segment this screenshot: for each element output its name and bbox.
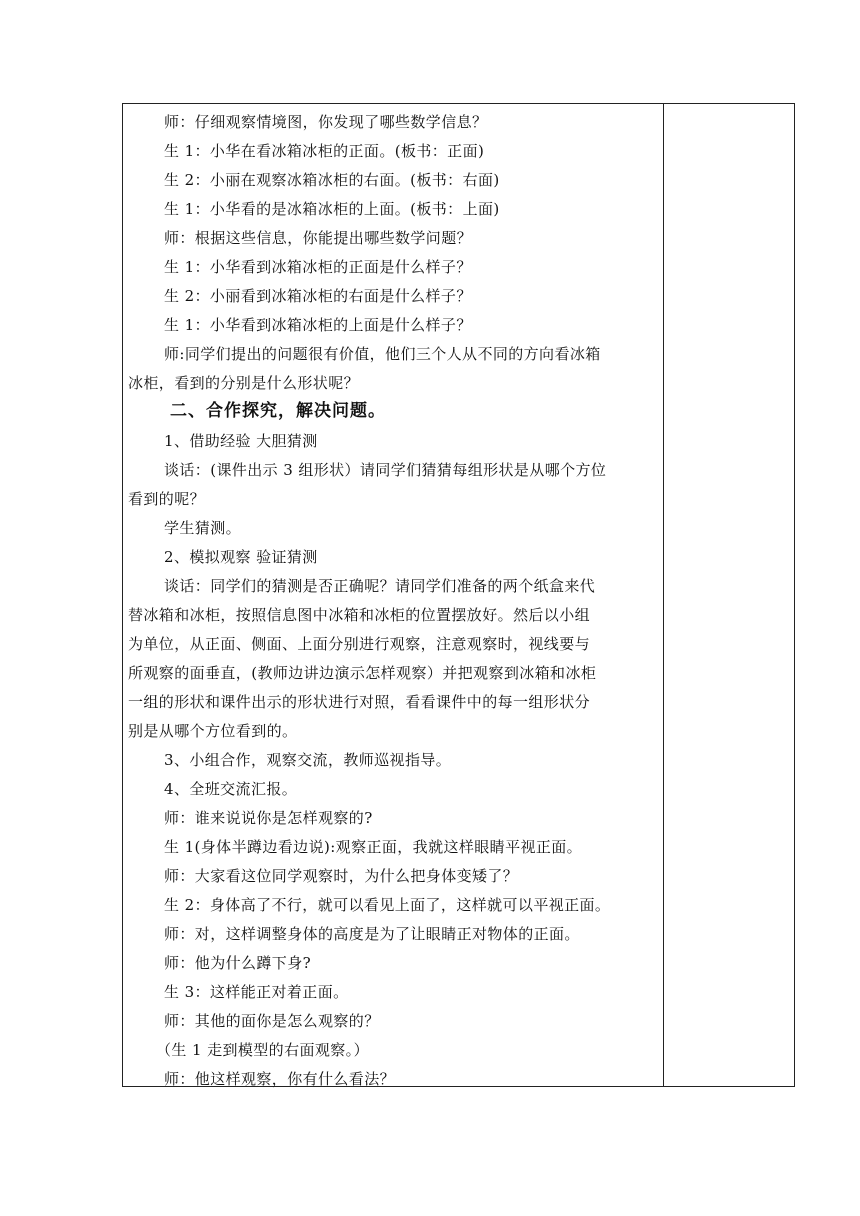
text-line: 为单位，从正面、侧面、上面分别进行观察，注意观察时，视线要与	[128, 635, 591, 653]
text-line: 生 2：身体高了不行，就可以看见上面了，这样就可以平视正面。	[164, 896, 611, 914]
text-line: 师：大家看这位同学观察时，为什么把身体变矮了？	[164, 867, 519, 885]
text-line: 生 2：小丽看到冰箱冰柜的右面是什么样子？	[164, 287, 472, 305]
text-line: 师：其他的面你是怎么观察的？	[164, 1012, 380, 1030]
text-line: 学生猜测。	[164, 519, 242, 537]
text-line: 冰柜，看到的分别是什么形状呢？	[128, 374, 360, 392]
text-line: 师:同学们提出的问题很有价值，他们三个人从不同的方向看冰箱	[164, 345, 601, 363]
text-line: 所观察的面垂直，(教师边讲边演示怎样观察）并把观察到冰箱和冰柜	[128, 664, 597, 682]
section-heading: 二、合作探究，解决问题。	[170, 401, 386, 421]
text-line: 2、模拟观察 验证猜测	[164, 548, 318, 566]
text-line: 生 1：小华在看冰箱冰柜的正面。(板书：正面)	[164, 142, 485, 160]
text-line: 4、全班交流汇报。	[164, 780, 298, 798]
text-line: 生 1(身体半蹲边看边说):观察正面，我就这样眼睛平视正面。	[164, 838, 583, 856]
text-line: 别是从哪个方位看到的。	[128, 722, 298, 740]
text-line: 生 2：小丽在观察冰箱冰柜的右面。(板书：右面)	[164, 171, 500, 189]
text-line: 师：仔细观察情境图，你发现了哪些数学信息？	[164, 113, 488, 131]
text-line: 替冰箱和冰柜，按照信息图中冰箱和冰柜的位置摆放好。然后以小组	[128, 606, 591, 624]
text-line: 一组的形状和课件出示的形状进行对照，看看课件中的每一组形状分	[128, 693, 591, 711]
text-line: 3、小组合作，观察交流，教师巡视指导。	[164, 751, 452, 769]
text-line: 谈话：(课件出示 3 组形状）请同学们猜猜每组形状是从哪个方位	[164, 461, 607, 479]
text-line: 生 1：小华看到冰箱冰柜的正面是什么样子？	[164, 258, 472, 276]
text-line: 生 3：这样能正对着正面。	[164, 983, 349, 1001]
text-line: 师：他这样观察，你有什么看法？	[164, 1070, 396, 1088]
text-line: 师：对，这样调整身体的高度是为了让眼睛正对物体的正面。	[164, 925, 580, 943]
text-line: 师：根据这些信息，你能提出哪些数学问题？	[164, 229, 473, 247]
notes-cell	[664, 104, 794, 1086]
text-line: 谈话：同学们的猜测是否正确呢？请同学们准备的两个纸盒来代	[164, 577, 596, 595]
text-line: 看到的呢？	[128, 490, 206, 508]
text-line: 师：谁来说说你是怎样观察的?	[164, 809, 373, 827]
text-line: （生 1 走到模型的右面观察。）	[156, 1041, 369, 1059]
text-line: 生 1：小华看的是冰箱冰柜的上面。(板书：上面)	[164, 200, 500, 218]
text-line: 生 1：小华看到冰箱冰柜的上面是什么样子？	[164, 316, 472, 334]
text-line: 师：他为什么蹲下身?	[164, 954, 312, 972]
text-line: 1、借助经验 大胆猜测	[164, 432, 318, 450]
